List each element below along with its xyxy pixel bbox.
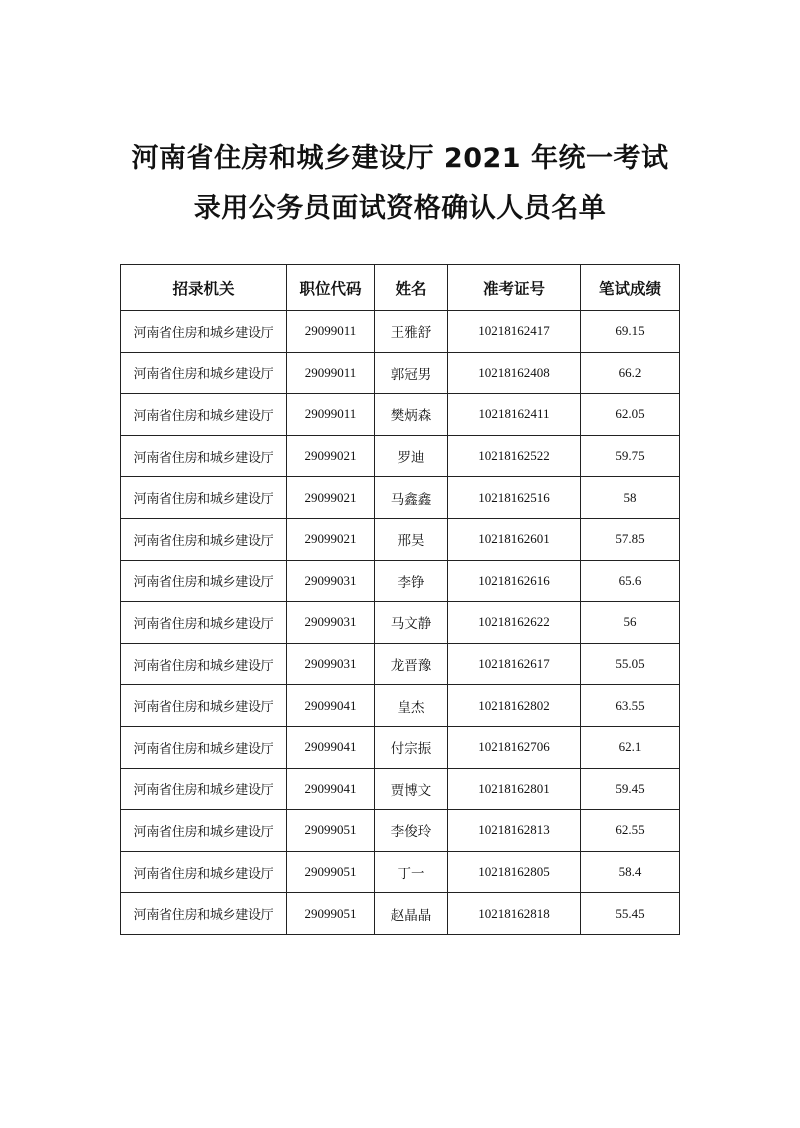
header-row bbox=[121, 265, 680, 311]
cell-position-code: 29099031 bbox=[287, 602, 375, 644]
cell-score: 57.85 bbox=[581, 518, 680, 560]
cell-name: 李俊玲 bbox=[375, 810, 448, 852]
cell-agency: 河南省住房和城乡建设厅 bbox=[121, 560, 287, 602]
header-score: 笔试成绩 bbox=[581, 265, 680, 311]
cell-position-code: 29099031 bbox=[287, 643, 375, 685]
cell-agency: 河南省住房和城乡建设厅 bbox=[121, 394, 287, 436]
table-row bbox=[121, 560, 680, 602]
cell-exam-number: 10218162622 bbox=[448, 602, 581, 644]
cell-position-code: 29099031 bbox=[287, 560, 375, 602]
cell-exam-number: 10218162417 bbox=[448, 311, 581, 353]
cell-agency: 河南省住房和城乡建设厅 bbox=[121, 726, 287, 768]
table-row bbox=[121, 518, 680, 560]
cell-position-code: 29099011 bbox=[287, 311, 375, 353]
cell-agency: 河南省住房和城乡建设厅 bbox=[121, 768, 287, 810]
cell-name: 丁一 bbox=[375, 851, 448, 893]
document-title bbox=[0, 134, 800, 234]
cell-exam-number: 10218162805 bbox=[448, 851, 581, 893]
cell-position-code: 29099021 bbox=[287, 435, 375, 477]
table-row bbox=[121, 643, 680, 685]
table-row bbox=[121, 685, 680, 727]
cell-agency: 河南省住房和城乡建设厅 bbox=[121, 643, 287, 685]
header-agency: 招录机关 bbox=[121, 265, 287, 311]
cell-score: 62.05 bbox=[581, 394, 680, 436]
cell-agency: 河南省住房和城乡建设厅 bbox=[121, 311, 287, 353]
cell-agency: 河南省住房和城乡建设厅 bbox=[121, 602, 287, 644]
cell-score: 69.15 bbox=[581, 311, 680, 353]
header-exam-number: 准考证号 bbox=[448, 265, 581, 311]
title-line-1: 河南省住房和城乡建设厅 2021 年统一考试 bbox=[131, 143, 669, 174]
table-row bbox=[121, 726, 680, 768]
cell-name: 李铮 bbox=[375, 560, 448, 602]
cell-score: 58.4 bbox=[581, 851, 680, 893]
cell-score: 62.55 bbox=[581, 810, 680, 852]
cell-score: 58 bbox=[581, 477, 680, 519]
cell-name: 马鑫鑫 bbox=[375, 477, 448, 519]
cell-exam-number: 10218162818 bbox=[448, 893, 581, 935]
cell-agency: 河南省住房和城乡建设厅 bbox=[121, 851, 287, 893]
cell-name: 樊炳森 bbox=[375, 394, 448, 436]
cell-name: 罗迪 bbox=[375, 435, 448, 477]
cell-score: 55.45 bbox=[581, 893, 680, 935]
table-row bbox=[121, 435, 680, 477]
cell-score: 63.55 bbox=[581, 685, 680, 727]
cell-agency: 河南省住房和城乡建设厅 bbox=[121, 477, 287, 519]
candidate-table bbox=[120, 264, 680, 935]
cell-agency: 河南省住房和城乡建设厅 bbox=[121, 685, 287, 727]
cell-exam-number: 10218162522 bbox=[448, 435, 581, 477]
cell-exam-number: 10218162408 bbox=[448, 352, 581, 394]
cell-exam-number: 10218162601 bbox=[448, 518, 581, 560]
table-body bbox=[121, 311, 680, 935]
cell-position-code: 29099051 bbox=[287, 893, 375, 935]
cell-agency: 河南省住房和城乡建设厅 bbox=[121, 810, 287, 852]
table-row bbox=[121, 851, 680, 893]
cell-score: 59.75 bbox=[581, 435, 680, 477]
cell-exam-number: 10218162617 bbox=[448, 643, 581, 685]
cell-name: 邢昊 bbox=[375, 518, 448, 560]
cell-score: 62.1 bbox=[581, 726, 680, 768]
cell-name: 皇杰 bbox=[375, 685, 448, 727]
table-header bbox=[121, 265, 680, 311]
cell-agency: 河南省住房和城乡建设厅 bbox=[121, 435, 287, 477]
cell-score: 65.6 bbox=[581, 560, 680, 602]
cell-score: 55.05 bbox=[581, 643, 680, 685]
cell-position-code: 29099011 bbox=[287, 352, 375, 394]
cell-name: 郭冠男 bbox=[375, 352, 448, 394]
header-name: 姓名 bbox=[375, 265, 448, 311]
cell-name: 赵晶晶 bbox=[375, 893, 448, 935]
cell-name: 龙晋豫 bbox=[375, 643, 448, 685]
table-row bbox=[121, 810, 680, 852]
cell-position-code: 29099021 bbox=[287, 518, 375, 560]
cell-name: 王雅舒 bbox=[375, 311, 448, 353]
table-row bbox=[121, 352, 680, 394]
cell-position-code: 29099041 bbox=[287, 768, 375, 810]
table-row bbox=[121, 602, 680, 644]
table-row bbox=[121, 311, 680, 353]
cell-score: 56 bbox=[581, 602, 680, 644]
table-row bbox=[121, 477, 680, 519]
cell-agency: 河南省住房和城乡建设厅 bbox=[121, 352, 287, 394]
cell-agency: 河南省住房和城乡建设厅 bbox=[121, 893, 287, 935]
cell-name: 付宗振 bbox=[375, 726, 448, 768]
cell-exam-number: 10218162616 bbox=[448, 560, 581, 602]
title-line-2: 录用公务员面试资格确认人员名单 bbox=[193, 193, 607, 224]
cell-score: 66.2 bbox=[581, 352, 680, 394]
cell-position-code: 29099041 bbox=[287, 726, 375, 768]
cell-exam-number: 10218162813 bbox=[448, 810, 581, 852]
cell-agency: 河南省住房和城乡建设厅 bbox=[121, 518, 287, 560]
cell-position-code: 29099011 bbox=[287, 394, 375, 436]
cell-name: 贾博文 bbox=[375, 768, 448, 810]
table-row bbox=[121, 768, 680, 810]
cell-exam-number: 10218162706 bbox=[448, 726, 581, 768]
cell-exam-number: 10218162801 bbox=[448, 768, 581, 810]
header-position-code: 职位代码 bbox=[287, 265, 375, 311]
cell-score: 59.45 bbox=[581, 768, 680, 810]
cell-position-code: 29099021 bbox=[287, 477, 375, 519]
cell-position-code: 29099041 bbox=[287, 685, 375, 727]
cell-exam-number: 10218162516 bbox=[448, 477, 581, 519]
cell-exam-number: 10218162411 bbox=[448, 394, 581, 436]
cell-position-code: 29099051 bbox=[287, 851, 375, 893]
cell-name: 马文静 bbox=[375, 602, 448, 644]
table-row bbox=[121, 394, 680, 436]
cell-exam-number: 10218162802 bbox=[448, 685, 581, 727]
cell-position-code: 29099051 bbox=[287, 810, 375, 852]
table-row bbox=[121, 893, 680, 935]
